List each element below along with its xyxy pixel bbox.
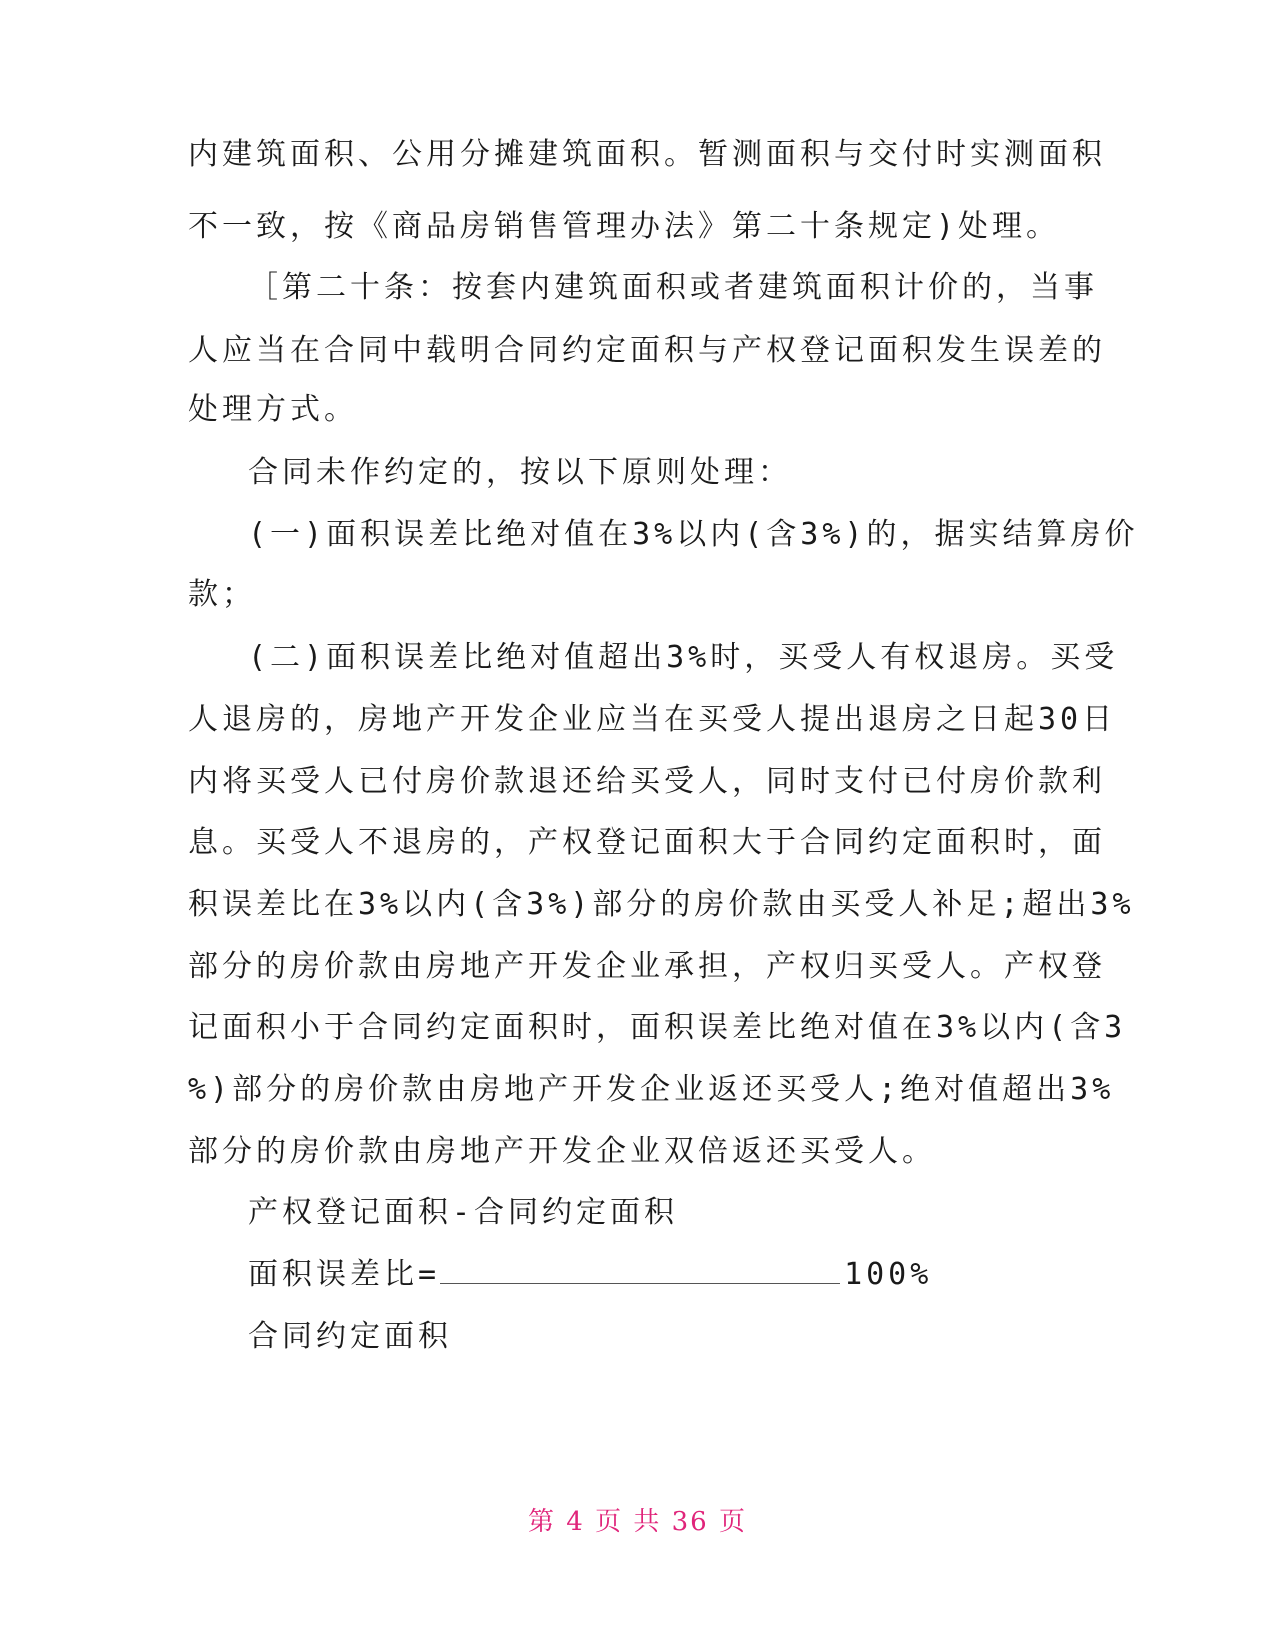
- formula-numerator: 产权登记面积-合同约定面积: [248, 1195, 679, 1230]
- text-line: 部分的房价款由房地产开发企业承担，产权归买受人。产权登: [188, 949, 1106, 984]
- text-line: 人应当在合同中载明合同约定面积与产权登记面积发生误差的: [188, 333, 1106, 368]
- text-line: 内建筑面积、公用分摊建筑面积。暂测面积与交付时实测面积: [188, 137, 1106, 172]
- formula-multiplier: 100%: [844, 1257, 933, 1292]
- page-number: 第 4 页 共 36 页: [528, 1507, 747, 1537]
- text-line: 积误差比在3%以内(含3%)部分的房价款由买受人补足;超出3%: [188, 887, 1135, 922]
- text-line: 款；: [188, 577, 256, 612]
- text-line: 部分的房价款由房地产开发企业双倍返还买受人。: [188, 1134, 936, 1169]
- formula-denominator: 合同约定面积: [248, 1319, 452, 1354]
- text-line: 息。买受人不退房的，产权登记面积大于合同约定面积时，面: [188, 825, 1106, 860]
- text-line: 人退房的，房地产开发企业应当在买受人提出退房之日起30日: [188, 702, 1117, 737]
- text-line: 合同未作约定的，按以下原则处理：: [248, 455, 792, 490]
- text-line: (一)面积误差比绝对值在3%以内(含3%)的，据实结算房价: [248, 517, 1139, 552]
- text-line: 内将买受人已付房价款退还给买受人，同时支付已付房价款利: [188, 764, 1106, 799]
- text-line: 不一致，按《商品房销售管理办法》第二十条规定)处理。: [188, 209, 1061, 244]
- text-line: 记面积小于合同约定面积时，面积误差比绝对值在3%以内(含3: [188, 1010, 1127, 1045]
- text-line: ［第二十条：按套内建筑面积或者建筑面积计价的，当事: [248, 270, 1098, 305]
- fraction-bar: [440, 1283, 840, 1284]
- text-line: (二)面积误差比绝对值超出3%时，买受人有权退房。买受: [248, 640, 1119, 675]
- formula-lhs: 面积误差比=: [248, 1257, 441, 1292]
- text-line: 处理方式。: [188, 392, 358, 427]
- formula-row: [248, 1258, 932, 1292]
- text-line: %)部分的房价款由房地产开发企业返还买受人;绝对值超出3%: [188, 1072, 1115, 1107]
